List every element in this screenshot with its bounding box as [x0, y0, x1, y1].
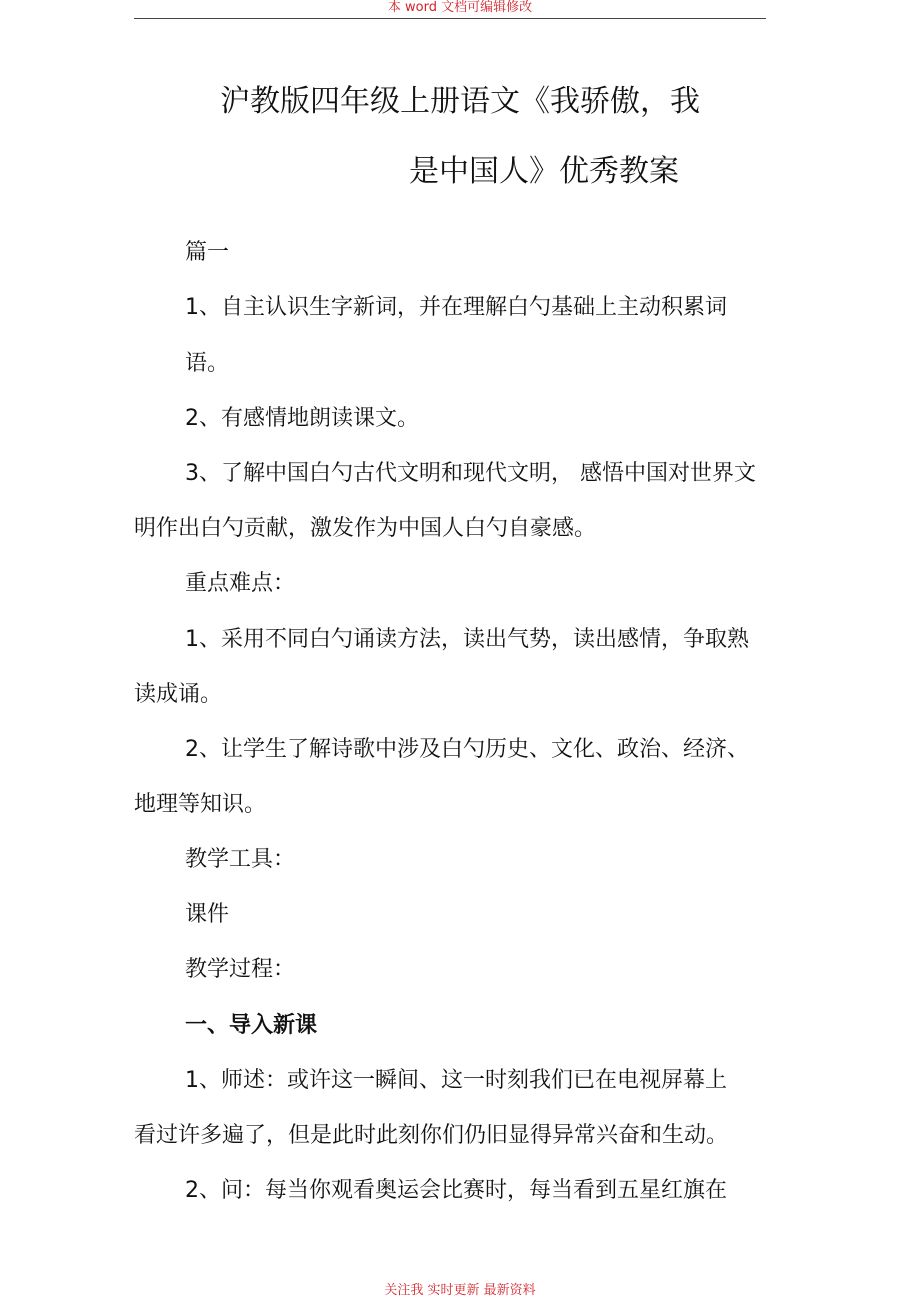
paragraph-line: 1、自主认识生字新词，并在理解白勺基础上主动积累词	[185, 295, 727, 320]
paragraph-line: 1、师述：或许这一瞬间、这一时刻我们已在电视屏幕上	[185, 1068, 727, 1093]
process-label: 教学过程：	[185, 957, 296, 982]
header-note: 本 word 文档可编辑修改	[387, 0, 533, 15]
section-label: 篇一	[185, 240, 230, 265]
tools-label: 教学工具：	[185, 847, 296, 872]
paragraph-line: 2、让学生了解诗歌中涉及白勺历史、文化、政治、经济、	[185, 737, 749, 762]
paragraph-line: 2、有感情地朗读课文。	[185, 406, 419, 431]
document-title-line-1: 沪教版四年级上册语文《我骄傲，我	[220, 84, 700, 119]
header-divider	[134, 18, 766, 19]
paragraph-line: 1、采用不同白勺诵读方法，读出气势，读出感情，争取熟	[185, 627, 749, 652]
footer-note: 关注我 实时更新 最新资料	[384, 1283, 536, 1298]
key-points-label: 重点难点：	[185, 571, 296, 596]
part-one-heading: 一、导入新课	[185, 1013, 318, 1038]
paragraph-line: 读成诵。	[134, 682, 223, 707]
document-title-line-2: 是中国人》优秀教案	[409, 154, 679, 189]
paragraph-line: 地理等知识。	[134, 792, 267, 817]
paragraph-line: 明作出白勺贡献，激发作为中国人白勺自豪感。	[134, 516, 597, 541]
tools-value: 课件	[185, 902, 230, 927]
paragraph-line: 语。	[185, 351, 230, 376]
paragraph-line: 2、问：每当你观看奥运会比赛时，每当看到五星红旗在	[185, 1178, 727, 1203]
paragraph-line: 3、了解中国白勺古代文明和现代文明， 感悟中国对世界文	[185, 461, 756, 486]
paragraph-line: 看过许多遍了，但是此时此刻你们仍旧显得异常兴奋和生动。	[134, 1123, 729, 1148]
